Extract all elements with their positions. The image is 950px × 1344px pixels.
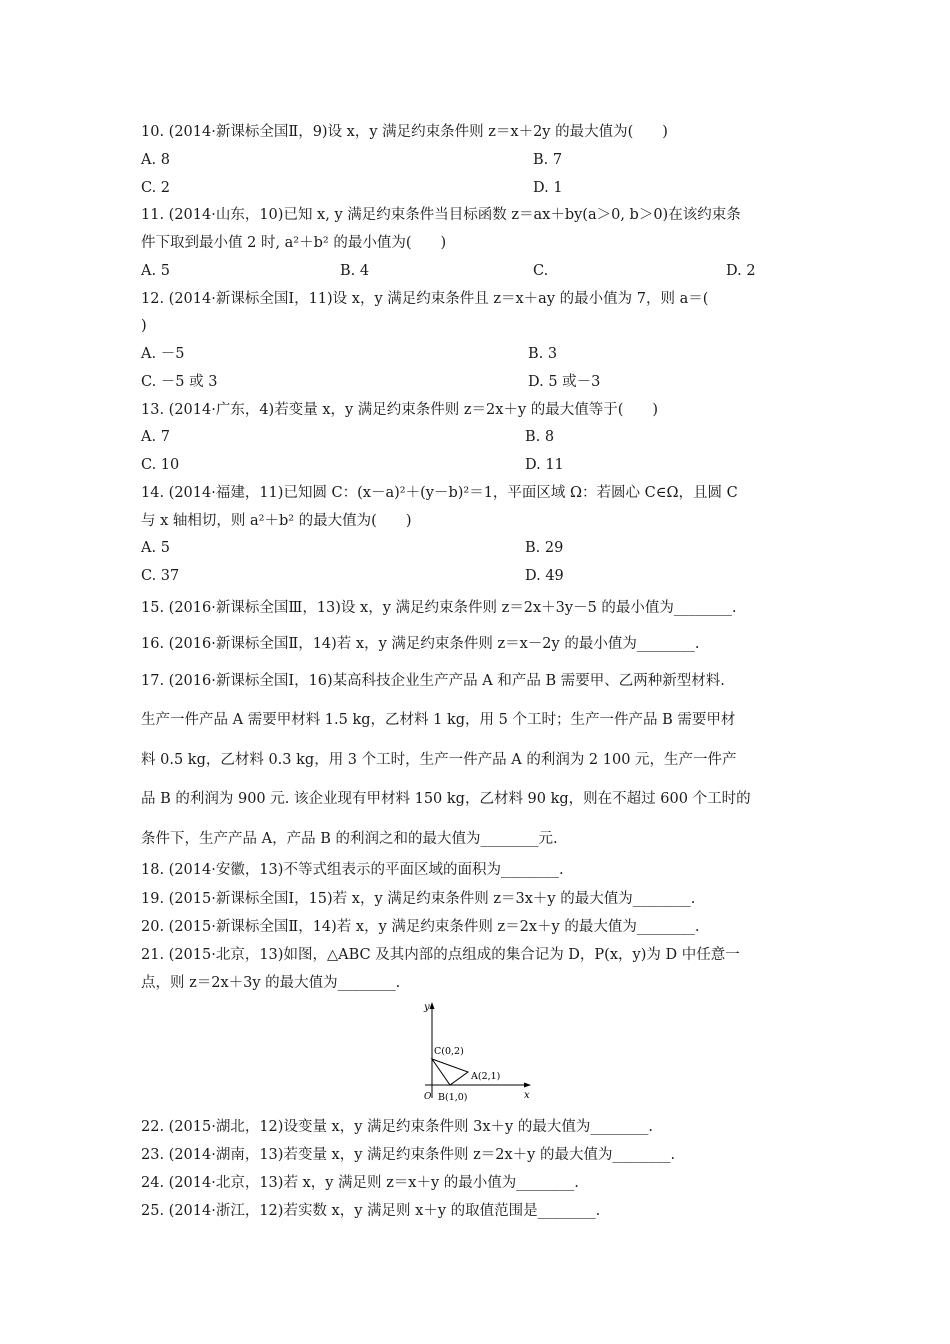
triangle-abc-figure: [410, 996, 545, 1108]
problem-10-stem: 10. (2014·新课标全国Ⅱ，9)设 x，y 满足约束条件则 z＝x＋2y 的最大值为( ): [141, 124, 668, 140]
problem-24: 24. (2014·北京，13)若 x，y 满足则 z＝x＋y 的最小值为________.: [141, 1175, 579, 1191]
problem-14-option-d: D. 49: [525, 568, 564, 584]
problem-10-option-c: C. 2: [141, 180, 171, 196]
problem-20: 20. (2015·新课标全国Ⅱ，14)若 x，y 满足约束条件则 z＝2x＋y 的最大值为________.: [141, 919, 700, 935]
x-axis-arrow: [524, 1083, 531, 1088]
problem-17-line1: 17. (2016·新课标全国Ⅰ，16)某高科技企业生产产品 A 和产品 B 需要甲、乙两种新型材料.: [141, 673, 725, 689]
problem-17-line5: 条件下，生产产品 A，产品 B 的利润之和的最大值为________元.: [141, 831, 558, 847]
point-c-label: C(0,2): [434, 1046, 464, 1057]
problem-12-stem-line1: 12. (2014·新课标全国Ⅰ，11)设 x，y 满足约束条件且 z＝x＋ay 的最小值为 7，则 a＝(: [141, 291, 709, 307]
problem-13-option-b: B. 8: [525, 429, 555, 445]
problem-14-option-b: B. 29: [525, 540, 564, 556]
problem-14-option-c: C. 37: [141, 568, 180, 584]
problem-23: 23. (2014·湖南，13)若变量 x，y 满足约束条件则 z＝2x＋y 的最大值为________.: [141, 1147, 676, 1163]
problem-10-option-d: D. 1: [533, 180, 563, 196]
problem-10-option-a: A. 8: [141, 152, 170, 168]
point-a-label: A(2,1): [471, 1071, 501, 1082]
problem-11-option-b: B. 4: [340, 263, 370, 279]
problem-12-option-a: A. －5: [141, 346, 185, 362]
point-b-label: B(1,0): [438, 1092, 468, 1103]
problem-13-stem: 13. (2014·广东，4)若变量 x，y 满足约束条件则 z＝2x＋y 的最大值等于( ): [141, 402, 659, 418]
problem-14-stem-line1: 14. (2014·福建，11)已知圆 C：(x－a)²＋(y－b)²＝1，平面区域 Ω：若圆心 C∈Ω，且圆 C: [141, 485, 738, 501]
problem-17-line2: 生产一件产品 A 需要甲材料 1.5 kg，乙材料 1 kg，用 5 个工时；生产一件产品 B 需要甲材: [141, 712, 736, 728]
problem-13-option-a: A. 7: [141, 429, 170, 445]
problem-12-stem-line2: ): [141, 318, 147, 334]
origin-label: O: [424, 1092, 432, 1102]
problem-25: 25. (2014·浙江，12)若实数 x，y 满足则 x＋y 的取值范围是________.: [141, 1203, 601, 1219]
problem-19: 19. (2015·新课标全国Ⅰ，15)若 x，y 满足约束条件则 z＝3x＋y 的最大值为________.: [141, 891, 696, 907]
problem-11-option-c: C.: [533, 263, 549, 279]
problem-21-line2: 点，则 z＝2x＋3y 的最大值为________.: [141, 975, 401, 991]
axis-y-label: y: [424, 1002, 430, 1013]
problem-11-stem-line1: 11. (2014·山东，10)已知 x, y 满足约束条件当目标函数 z＝ax＋by(a＞0, b＞0)在该约束条: [141, 207, 741, 223]
problem-17-line3: 料 0.5 kg，乙材料 0.3 kg，用 3 个工时，生产一件产品 A 的利润为 2 100 元，生产一件产: [141, 752, 737, 768]
problem-14-stem-line2: 与 x 轴相切，则 a²＋b² 的最大值为( ): [141, 513, 412, 529]
problem-12-option-b: B. 3: [528, 346, 558, 362]
problem-11-option-a: A. 5: [141, 263, 170, 279]
problem-12-option-c: C. －5 或 3: [141, 374, 218, 390]
problem-12-option-d: D. 5 或－3: [528, 374, 601, 390]
problem-17-line4: 品 B 的利润为 900 元. 该企业现有甲材料 150 kg，乙材料 90 kg，则在不超过 600 个工时的: [141, 791, 751, 807]
problem-14-option-a: A. 5: [141, 540, 170, 556]
axis-x-label: x: [524, 1090, 530, 1101]
problem-13-option-d: D. 11: [525, 457, 564, 473]
problem-15: 15. (2016·新课标全国Ⅲ，13)设 x，y 满足约束条件则 z＝2x＋3y－5 的最小值为________.: [141, 600, 737, 616]
problem-16: 16. (2016·新课标全国Ⅱ，14)若 x，y 满足约束条件则 z＝x－2y 的最小值为________.: [141, 636, 700, 652]
problem-18: 18. (2014·安徽，13)不等式组表示的平面区域的面积为________.: [141, 862, 564, 878]
problem-10-option-b: B. 7: [533, 152, 563, 168]
problem-22: 22. (2015·湖北，12)设变量 x，y 满足约束条件则 3x＋y 的最大值为________.: [141, 1119, 653, 1135]
y-axis-arrow: [430, 1002, 435, 1009]
problem-11-stem-line2: 件下取到最小值 2 时, a²＋b² 的最小值为( ): [141, 235, 447, 251]
problem-13-option-c: C. 10: [141, 457, 180, 473]
triangle-abc: [432, 1059, 468, 1085]
problem-21-line1: 21. (2015·北京，13)如图，△ABC 及其内部的点组成的集合记为 D，P(x，y)为 D 中任意一: [141, 947, 740, 963]
problem-11-option-d: D. 2: [726, 263, 756, 279]
